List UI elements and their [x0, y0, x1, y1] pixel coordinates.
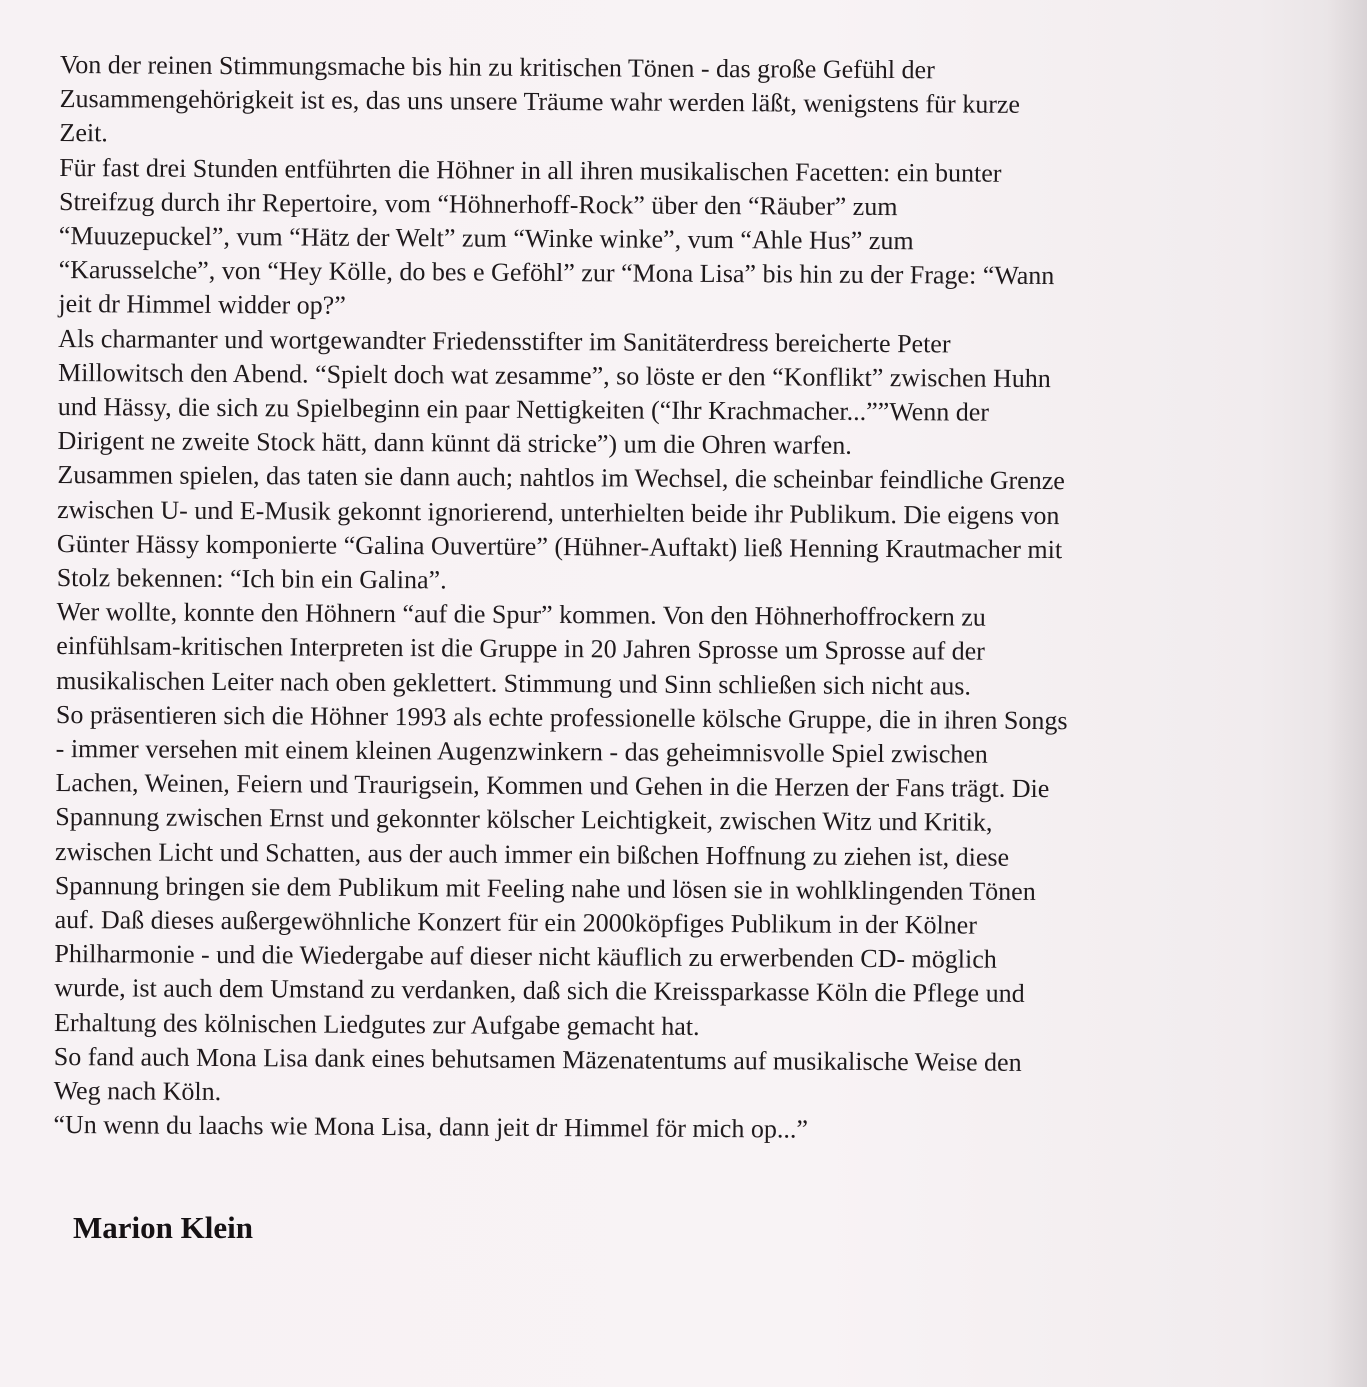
text-line: “Un wenn du laachs wie Mona Lisa, dann jeit dr Himmel för mich op...” [53, 1110, 809, 1144]
text-line: wurde, ist auch dem Umstand zu verdanken, daß sich die Kreissparkasse Köln die Pflege und [54, 973, 1025, 1009]
text-line: - immer versehen mit einem kleinen Augenzwinkern - das geheimnisvolle Spiel zwischen [55, 734, 988, 769]
text-line: So präsentieren sich die Höhner 1993 als echte professionelle kölsche Gruppe, die in ihren Songs [55, 699, 1068, 736]
text-line: Philharmonie - und die Wiedergabe auf dieser nicht käuflich zu erwerbenden CD- möglich [54, 939, 997, 975]
article-body [53, 48, 1320, 1150]
text-line: Lachen, Weinen, Feiern und Traurigsein, Kommen und Gehen in die Herzen der Fans trägt. Die [55, 768, 1050, 804]
text-line: Spannung bringen sie dem Publikum mit Feeling nahe und lösen sie in wohlklingenden Tönen [54, 870, 1036, 906]
text-line: “Karusselche”, von “Hey Kölle, do bes e Geföhl” zur “Mona Lisa” bis hin zu der Frage: “Wann [58, 255, 1055, 291]
text-line: “Muuzepuckel”, vum “Hätz der Welt” zum “Winke winke”, vum “Ahle Hus” zum [58, 221, 914, 256]
text-line: Millowitsch den Abend. “Spielt doch wat zesamme”, so löste er den “Konflikt” zwischen Huhn [57, 357, 1051, 393]
text-line: Zusammengehörigkeit ist es, das uns unsere Träume wahr werden läßt, wenigstens für kurze [59, 84, 1021, 120]
text-line: auf. Daß dieses außergewöhnliche Konzert für ein 2000köpfiges Publikum in der Kölner [54, 905, 978, 940]
text-line: Zusammen spielen, das taten sie dann auch; nahtlos im Wechsel, die scheinbar feindliche Grenze [57, 460, 1065, 496]
text-line: Dirigent ne zweite Stock hätt, dann künnt dä stricke”) um die Ohren warfen. [57, 426, 852, 461]
text-line: Als charmanter und wortgewandter Friedensstifter im Sanitäterdress bereicherte Peter [58, 323, 951, 359]
text-line: Weg nach Köln. [53, 1076, 222, 1107]
text-line: zwischen U- und E-Musik gekonnt ignorierend, unterhielten beide ihr Publikum. Die eigens von [57, 494, 1060, 530]
page-spine-shadow [1327, 0, 1367, 1387]
text-line: Günter Hässy komponierte “Galina Ouvertüre” (Hühner-Auftakt) ließ Henning Krautmacher mit [56, 528, 1063, 564]
text-line: So fand auch Mona Lisa dank eines behutsamen Mäzenatentums auf musikalische Weise den [53, 1041, 1022, 1077]
text-line: Erhaltung des kölnischen Liedgutes zur Aufgabe gemacht hat. [53, 1007, 700, 1041]
text-line: jeit dr Himmel widder op?” [58, 289, 346, 321]
author-signature: Marion Klein [73, 1210, 253, 1245]
text-line: Für fast drei Stunden entführten die Höhner in all ihren musikalischen Facetten: ein bunter [59, 152, 1002, 188]
text-line: einfühlsam-kritischen Interpreten ist die Gruppe in 20 Jahren Sprosse um Sprosse auf der [56, 631, 985, 667]
text-line: musikalischen Leiter nach oben geklettert. Stimmung und Sinn schließen sich nicht aus. [56, 665, 972, 701]
text-line: Von der reinen Stimmungsmache bis hin zu kritischen Tönen - das große Gefühl der [59, 49, 935, 85]
text-line: zwischen Licht und Schatten, aus der auch immer ein bißchen Hoffnung zu ziehen ist, diese [55, 836, 1010, 872]
text-line: und Hässy, die sich zu Spielbeginn ein paar Nettigkeiten (“Ihr Krachmacher...””Wenn der [57, 392, 990, 427]
text-line: Wer wollte, konnte den Höhnern “auf die Spur” kommen. Von den Höhnerhoffrockern zu [56, 597, 986, 632]
text-line: Streifzug durch ihr Repertoire, vom “Höhnerhoff-Rock” über den “Räuber” zum [58, 186, 898, 221]
text-line: Spannung zwischen Ernst und gekonnter kölscher Leichtigkeit, zwischen Witz und Kritik, [55, 802, 993, 838]
text-line: Zeit. [59, 118, 108, 148]
text-line: Stolz bekennen: “Ich bin ein Galina”. [56, 563, 447, 595]
